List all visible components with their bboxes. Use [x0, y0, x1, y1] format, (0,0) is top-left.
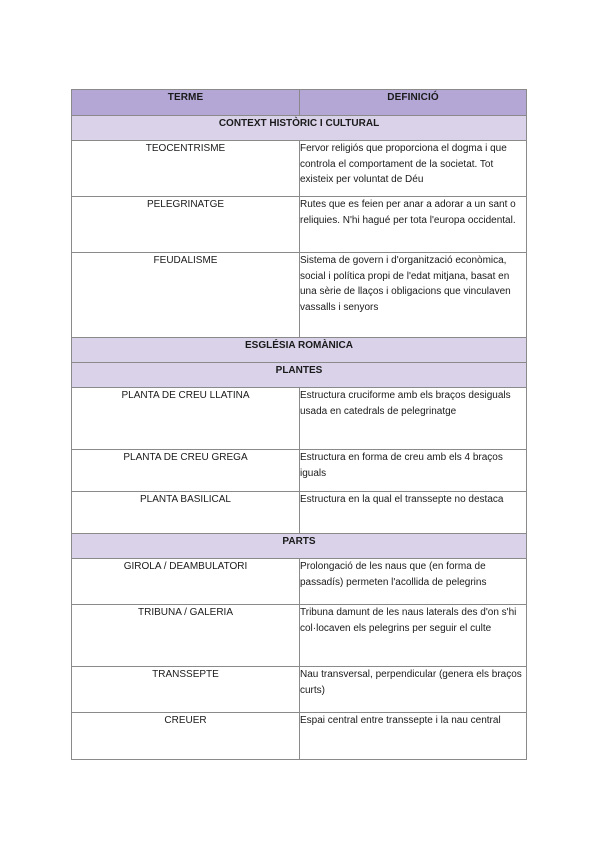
term-cell: TRIBUNA / GALERIA: [72, 605, 300, 667]
term-cell: FEUDALISME: [72, 253, 300, 338]
term-column-header: TERME: [72, 90, 300, 116]
table-row: [72, 559, 527, 605]
table-row: [72, 713, 527, 760]
table-row: [72, 253, 527, 338]
definition-cell: Fervor religiós que proporciona el dogma i que controla el comportament de la societat. Tot existeix per voluntat de Déu: [300, 141, 527, 197]
definition-cell: Tribuna damunt de les naus laterals des d'on s'hi col·locaven els pelegrins per seguir el culte: [300, 605, 527, 667]
section-row: [72, 338, 527, 363]
term-cell: PELEGRINATGE: [72, 197, 300, 253]
table-row: [72, 141, 527, 197]
table-row: [72, 197, 527, 253]
table-row: [72, 450, 527, 492]
term-cell: CREUER: [72, 713, 300, 760]
definition-cell: Espai central entre transsepte i la nau central: [300, 713, 527, 760]
term-cell: TEOCENTRISME: [72, 141, 300, 197]
term-cell: PLANTA BASILICAL: [72, 492, 300, 534]
table-row: [72, 605, 527, 667]
section-row: [72, 116, 527, 141]
section-plantes-title: PLANTES: [72, 363, 527, 388]
section-parts-title: PARTS: [72, 534, 527, 559]
definition-cell: Prolongació de les naus que (en forma de passadís) permeten l'acollida de pelegrins: [300, 559, 527, 605]
definition-cell: Estructura cruciforme amb els braços desiguals usada en catedrals de pelegrinatge: [300, 388, 527, 450]
section-context-title: CONTEXT HISTÒRIC I CULTURAL: [72, 116, 527, 141]
term-cell: PLANTA DE CREU LLATINA: [72, 388, 300, 450]
definition-cell: Estructura en la qual el transsepte no destaca: [300, 492, 527, 534]
section-row: [72, 363, 527, 388]
definition-cell: Rutes que es feien per anar a adorar a un sant o reliquies. N'hi hagué per tota l'europa occidental.: [300, 197, 527, 253]
section-esglesia-title: ESGLÉSIA ROMÀNICA: [72, 338, 527, 363]
term-cell: PLANTA DE CREU GREGA: [72, 450, 300, 492]
section-row: [72, 534, 527, 559]
term-cell: GIROLA / DEAMBULATORI: [72, 559, 300, 605]
definition-cell: Estructura en forma de creu amb els 4 braços iguals: [300, 450, 527, 492]
table-row: [72, 388, 527, 450]
definition-cell: Sistema de govern i d'organització econòmica, social i política propi de l'edat mitjana, basat en una sèrie de llaços i obligacions que vinculaven vassalls i senyors: [300, 253, 527, 338]
glossary-table: [71, 89, 527, 760]
table-row: [72, 667, 527, 713]
term-cell: TRANSSEPTE: [72, 667, 300, 713]
definition-column-header: DEFINICIÓ: [300, 90, 527, 116]
table-row: [72, 492, 527, 534]
definition-cell: Nau transversal, perpendicular (genera els braços curts): [300, 667, 527, 713]
header-row: [72, 90, 527, 116]
